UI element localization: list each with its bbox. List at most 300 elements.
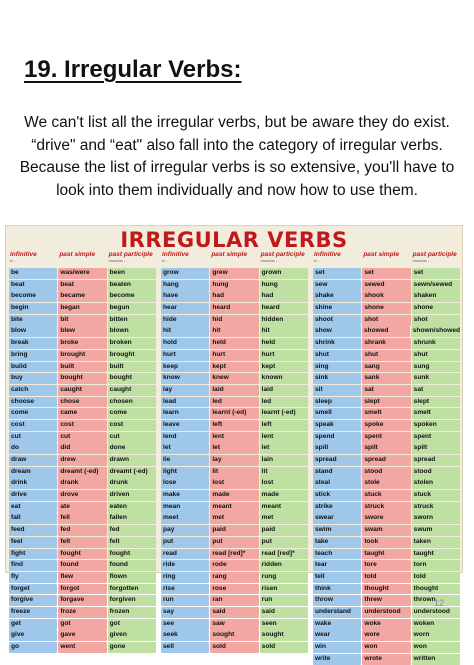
verb-infinitive: grow — [161, 268, 209, 279]
verb-past-simple: flew — [58, 572, 106, 583]
verb-past-simple: paid — [210, 525, 258, 536]
verb-past-participle: flown — [108, 572, 156, 583]
verb-past-participle: hurt — [260, 350, 308, 361]
verb-past-participle: fallen — [108, 513, 156, 524]
verb-past-simple: became — [58, 291, 106, 302]
verb-past-simple: built — [58, 362, 106, 373]
verb-infinitive: understand — [313, 607, 361, 618]
verb-infinitive: drive — [9, 490, 57, 501]
verb-row — [313, 385, 461, 396]
verb-row — [313, 607, 461, 618]
verb-row — [313, 326, 461, 337]
verb-infinitive: find — [9, 560, 57, 571]
verb-infinitive: shoot — [313, 315, 361, 326]
body-line: look into them individually and now how to use them. — [56, 181, 418, 199]
verb-infinitive: go — [9, 642, 57, 653]
verb-past-simple: lent — [210, 432, 258, 443]
verb-past-participle: frozen — [108, 607, 156, 618]
verb-past-participle: begun — [108, 303, 156, 314]
verb-row — [313, 291, 461, 302]
verb-row — [9, 513, 157, 524]
verb-infinitive: choose — [9, 397, 57, 408]
verb-past-simple: took — [362, 537, 410, 548]
verb-past-participle: meant — [260, 502, 308, 513]
verb-past-simple: spread — [362, 455, 410, 466]
verb-past-simple: stuck — [362, 490, 410, 501]
verb-row — [161, 268, 309, 279]
verb-infinitive: have — [161, 291, 209, 302]
verb-past-simple: heard — [210, 303, 258, 314]
verb-row — [313, 642, 461, 653]
verb-infinitive: dream — [9, 467, 57, 478]
verb-past-simple: showed — [362, 326, 410, 337]
verb-past-simple: left — [210, 420, 258, 431]
verb-infinitive: show — [313, 326, 361, 337]
verb-past-simple: lost — [210, 478, 258, 489]
verb-past-simple: wrote — [362, 654, 410, 665]
verb-infinitive: be — [9, 268, 57, 279]
verb-past-participle: bitten — [108, 315, 156, 326]
verb-infinitive: tear — [313, 560, 361, 571]
verb-past-participle: written — [412, 654, 460, 665]
verb-past-simple: got — [58, 619, 106, 630]
verb-infinitive: buy — [9, 373, 57, 384]
verb-past-participle: made — [260, 490, 308, 501]
verb-past-simple: slept — [362, 397, 410, 408]
verb-infinitive: shine — [313, 303, 361, 314]
verb-past-participle: dreamt (-ed) — [108, 467, 156, 478]
verb-row — [313, 420, 461, 431]
body-line: “drive" and “eat" also fall into the category of irregular verbs. — [31, 136, 443, 154]
verb-past-simple: broke — [58, 338, 106, 349]
verb-past-simple: drank — [58, 478, 106, 489]
verb-row — [161, 537, 309, 548]
verb-past-simple: hung — [210, 280, 258, 291]
verb-row — [9, 280, 157, 291]
verb-past-simple: sank — [362, 373, 410, 384]
verb-row — [161, 397, 309, 408]
verb-past-participle: become — [108, 291, 156, 302]
verb-past-participle: got — [108, 619, 156, 630]
verb-row — [9, 362, 157, 373]
header-label: past simple — [59, 251, 96, 258]
verb-past-participle: broken — [108, 338, 156, 349]
verb-past-simple: grew — [210, 268, 258, 279]
verb-past-simple: fell — [58, 513, 106, 524]
verb-past-simple: spent — [362, 432, 410, 443]
verb-infinitive: lead — [161, 397, 209, 408]
verb-infinitive: wear — [313, 630, 361, 641]
verb-past-participle: paid — [260, 525, 308, 536]
slide-title: 19. Irregular Verbs: — [24, 56, 242, 83]
verb-past-simple: woke — [362, 619, 410, 630]
verb-infinitive: run — [161, 595, 209, 606]
verb-past-participle: stuck — [412, 490, 460, 501]
verb-past-simple: met — [210, 513, 258, 524]
verb-past-participle: drawn — [108, 455, 156, 466]
verb-row — [161, 350, 309, 361]
verb-past-participle: lent — [260, 432, 308, 443]
verb-row — [161, 303, 309, 314]
verb-past-simple: rode — [210, 560, 258, 571]
verb-past-simple: bit — [58, 315, 106, 326]
verb-infinitive: lay — [161, 385, 209, 396]
verb-infinitive: draw — [9, 455, 57, 466]
verb-infinitive: ride — [161, 560, 209, 571]
verb-row — [161, 630, 309, 641]
verb-column-header — [161, 251, 309, 268]
verb-row — [313, 373, 461, 384]
verb-infinitive: break — [9, 338, 57, 349]
verb-infinitive: put — [161, 537, 209, 548]
verb-past-simple: was/were — [58, 268, 106, 279]
verb-infinitive: drink — [9, 478, 57, 489]
verb-infinitive: build — [9, 362, 57, 373]
verb-past-simple: froze — [58, 607, 106, 618]
verb-infinitive: make — [161, 490, 209, 501]
verb-infinitive: shrink — [313, 338, 361, 349]
verb-past-participle: risen — [260, 584, 308, 595]
verb-past-simple: smelt — [362, 408, 410, 419]
verb-infinitive: steal — [313, 478, 361, 489]
verb-infinitive: do — [9, 443, 57, 454]
verb-past-participle: set — [412, 268, 460, 279]
verb-infinitive: pay — [161, 525, 209, 536]
verb-past-simple: kept — [210, 362, 258, 373]
verb-past-simple: held — [210, 338, 258, 349]
verb-infinitive: hit — [161, 326, 209, 337]
verb-past-participle: brought — [108, 350, 156, 361]
verb-infinitive: win — [313, 642, 361, 653]
verb-infinitive: teach — [313, 549, 361, 560]
verb-past-participle: let — [260, 443, 308, 454]
verb-past-participle: run — [260, 595, 308, 606]
verb-infinitive: begin — [9, 303, 57, 314]
verb-past-simple: sat — [362, 385, 410, 396]
verb-past-simple: beat — [58, 280, 106, 291]
verb-past-participle: shut — [412, 350, 460, 361]
verb-row — [161, 326, 309, 337]
header-label: past simple — [211, 251, 248, 258]
verb-past-participle: lit — [260, 467, 308, 478]
verb-row — [161, 478, 309, 489]
verb-infinitive: ring — [161, 572, 209, 583]
verb-past-participle: spent — [412, 432, 460, 443]
verb-past-participle: caught — [108, 385, 156, 396]
verb-past-participle: come — [108, 408, 156, 419]
verb-infinitive: light — [161, 467, 209, 478]
verb-past-simple: knew — [210, 373, 258, 384]
verb-past-simple: blew — [58, 326, 106, 337]
verb-infinitive: shake — [313, 291, 361, 302]
verb-infinitive: tell — [313, 572, 361, 583]
poster-title: IRREGULAR VERBS — [120, 228, 348, 252]
verb-past-participle: done — [108, 443, 156, 454]
verb-past-simple: shone — [362, 303, 410, 314]
verb-infinitive: spend — [313, 432, 361, 443]
verb-column-header — [9, 251, 157, 268]
verb-infinitive: hold — [161, 338, 209, 349]
verb-row — [313, 408, 461, 419]
verb-past-simple: threw — [362, 595, 410, 606]
header-label: infinitive to ... — [162, 251, 189, 263]
verb-past-simple: said — [210, 607, 258, 618]
verb-row — [9, 537, 157, 548]
verb-infinitive: sell — [161, 642, 209, 653]
verb-past-participle: sworn — [412, 513, 460, 524]
verb-past-participle: torn — [412, 560, 460, 571]
verb-past-simple: shook — [362, 291, 410, 302]
verb-past-participle: seen — [260, 619, 308, 630]
verb-past-simple: brought — [58, 350, 106, 361]
verb-infinitive: fight — [9, 549, 57, 560]
page-number: 12 — [434, 598, 445, 608]
verb-row — [313, 432, 461, 443]
verb-infinitive: hide — [161, 315, 209, 326]
verb-past-participle: struck — [412, 502, 460, 513]
verb-past-participle: shrunk — [412, 338, 460, 349]
verb-past-simple: fed — [58, 525, 106, 536]
verb-past-simple: made — [210, 490, 258, 501]
verb-infinitive: learn — [161, 408, 209, 419]
verb-past-simple: taught — [362, 549, 410, 560]
verb-infinitive: hurt — [161, 350, 209, 361]
verb-past-simple: sang — [362, 362, 410, 373]
verb-row — [9, 619, 157, 630]
verb-row — [161, 338, 309, 349]
verb-past-participle: understood — [412, 607, 460, 618]
verb-infinitive: let — [161, 443, 209, 454]
verb-past-simple: forgave — [58, 595, 106, 606]
verb-row — [161, 280, 309, 291]
verb-past-participle: slept — [412, 397, 460, 408]
verb-row — [9, 443, 157, 454]
verb-row — [9, 490, 157, 501]
verb-past-participle: shot — [412, 315, 460, 326]
verb-past-participle: heard — [260, 303, 308, 314]
verb-past-participle: forgiven — [108, 595, 156, 606]
verb-row — [161, 315, 309, 326]
verb-past-participle: spilt — [412, 443, 460, 454]
verb-row — [9, 397, 157, 408]
verb-infinitive: get — [9, 619, 57, 630]
verb-infinitive: lose — [161, 478, 209, 489]
verb-past-participle: built — [108, 362, 156, 373]
verb-row — [161, 525, 309, 536]
verb-row — [9, 291, 157, 302]
verb-past-participle: smelt — [412, 408, 460, 419]
verb-infinitive: smell — [313, 408, 361, 419]
verb-row — [9, 350, 157, 361]
verb-past-simple: set — [362, 268, 410, 279]
verb-infinitive: rise — [161, 584, 209, 595]
verb-infinitive: lie — [161, 455, 209, 466]
verb-past-participle: known — [260, 373, 308, 384]
verb-row — [161, 560, 309, 571]
verb-infinitive: forgive — [9, 595, 57, 606]
verb-past-simple: laid — [210, 385, 258, 396]
verb-row — [9, 408, 157, 419]
verb-past-simple: lay — [210, 455, 258, 466]
verb-infinitive: hang — [161, 280, 209, 291]
verb-row — [161, 432, 309, 443]
verb-past-participle: learnt (-ed) — [260, 408, 308, 419]
verb-infinitive: sew — [313, 280, 361, 291]
verb-past-simple: felt — [58, 537, 106, 548]
verb-infinitive: fly — [9, 572, 57, 583]
verb-past-participle: shone — [412, 303, 460, 314]
verb-past-simple: cut — [58, 432, 106, 443]
verb-row — [9, 420, 157, 431]
verb-infinitive: spread — [313, 455, 361, 466]
verb-past-participle: hung — [260, 280, 308, 291]
verb-row — [161, 467, 309, 478]
verb-row — [9, 455, 157, 466]
verb-table — [9, 251, 461, 665]
verb-past-participle: drunk — [108, 478, 156, 489]
header-label: infinitive to ... — [314, 251, 341, 263]
verb-row — [313, 397, 461, 408]
verb-past-participle: said — [260, 607, 308, 618]
verb-infinitive: bite — [9, 315, 57, 326]
verb-infinitive: stick — [313, 490, 361, 501]
verb-past-participle: met — [260, 513, 308, 524]
verb-row — [9, 642, 157, 653]
verb-past-participle: bought — [108, 373, 156, 384]
verb-row — [313, 280, 461, 291]
verb-row — [313, 315, 461, 326]
verb-past-simple: began — [58, 303, 106, 314]
verb-past-simple: caught — [58, 385, 106, 396]
header-label: past participle have/has ... — [260, 251, 305, 263]
verb-row — [161, 291, 309, 302]
verb-past-simple: spoke — [362, 420, 410, 431]
verb-past-simple: put — [210, 537, 258, 548]
verb-row — [313, 513, 461, 524]
verb-past-participle: hidden — [260, 315, 308, 326]
verb-row — [161, 513, 309, 524]
verb-infinitive: sleep — [313, 397, 361, 408]
verb-row — [161, 549, 309, 560]
verb-row — [161, 362, 309, 373]
verb-past-participle: shown/showed — [411, 326, 460, 337]
verb-row — [161, 572, 309, 583]
verb-row — [161, 607, 309, 618]
verb-infinitive: lend — [161, 432, 209, 443]
verb-past-participle: stolen — [412, 478, 460, 489]
verb-infinitive: shut — [313, 350, 361, 361]
verb-infinitive: swear — [313, 513, 361, 524]
verb-infinitive: eat — [9, 502, 57, 513]
verb-past-simple: rose — [210, 584, 258, 595]
verb-past-simple: swore — [362, 513, 410, 524]
header-label: past participle have/has ... — [412, 251, 457, 263]
verb-past-simple: bought — [58, 373, 106, 384]
verb-infinitive: speak — [313, 420, 361, 431]
verb-past-participle: driven — [108, 490, 156, 501]
verb-infinitive: know — [161, 373, 209, 384]
verb-past-simple: dreamt (-ed) — [58, 467, 106, 478]
verb-row — [161, 420, 309, 431]
verb-row — [313, 537, 461, 548]
verb-past-simple: did — [58, 443, 106, 454]
verb-infinitive: feel — [9, 537, 57, 548]
verb-row — [9, 478, 157, 489]
verb-infinitive: keep — [161, 362, 209, 373]
verb-past-participle: kept — [260, 362, 308, 373]
verb-past-participle: lost — [260, 478, 308, 489]
verb-row — [161, 595, 309, 606]
verb-past-simple: shut — [362, 350, 410, 361]
verb-past-simple: sewed — [362, 280, 410, 291]
verb-past-simple: read [red]* — [210, 549, 258, 560]
verb-past-simple: had — [210, 291, 258, 302]
verb-past-participle: chosen — [108, 397, 156, 408]
verb-past-participle: taken — [412, 537, 460, 548]
verb-infinitive: think — [313, 584, 361, 595]
verb-infinitive: cut — [9, 432, 57, 443]
verb-infinitive: set — [313, 268, 361, 279]
verb-infinitive: say — [161, 607, 209, 618]
verb-past-participle: gone — [108, 642, 156, 653]
verb-past-participle: sold — [260, 642, 308, 653]
verb-past-simple: ate — [58, 502, 106, 513]
verb-past-participle: woken — [412, 619, 460, 630]
verb-past-participle: blown — [108, 326, 156, 337]
verb-row — [9, 549, 157, 560]
verb-row — [161, 642, 309, 653]
verb-past-participle: had — [260, 291, 308, 302]
verb-past-simple: understood — [362, 607, 410, 618]
verb-past-participle: read [red]* — [260, 549, 308, 560]
verb-row — [313, 350, 461, 361]
verb-past-simple: meant — [210, 502, 258, 513]
verb-infinitive: write — [313, 654, 361, 665]
verb-past-simple: swam — [362, 525, 410, 536]
verb-row — [9, 268, 157, 279]
verb-row — [9, 467, 157, 478]
verb-row — [313, 467, 461, 478]
verb-past-participle: cost — [108, 420, 156, 431]
verb-past-participle: stood — [412, 467, 460, 478]
verb-infinitive: meet — [161, 513, 209, 524]
verb-past-simple: sought — [210, 630, 258, 641]
verb-row — [313, 619, 461, 630]
verb-row — [9, 595, 157, 606]
verb-infinitive: take — [313, 537, 361, 548]
verb-infinitive: spill — [313, 443, 361, 454]
verb-row — [161, 443, 309, 454]
verb-past-simple: forgot — [58, 584, 106, 595]
verb-row — [9, 572, 157, 583]
verb-past-participle: spoken — [412, 420, 460, 431]
verb-past-participle: eaten — [108, 502, 156, 513]
verb-past-participle: sung — [412, 362, 460, 373]
verb-infinitive: cost — [9, 420, 57, 431]
verb-past-simple: shrank — [362, 338, 410, 349]
verb-row — [313, 443, 461, 454]
verb-infinitive: hear — [161, 303, 209, 314]
verb-past-simple: struck — [362, 502, 410, 513]
verb-row — [313, 478, 461, 489]
verb-row — [9, 315, 157, 326]
verb-infinitive: sink — [313, 373, 361, 384]
verb-past-simple: thought — [362, 584, 410, 595]
verb-row — [161, 502, 309, 513]
verb-past-simple: rang — [210, 572, 258, 583]
verb-past-participle: thought — [412, 584, 460, 595]
verb-column — [161, 251, 309, 665]
